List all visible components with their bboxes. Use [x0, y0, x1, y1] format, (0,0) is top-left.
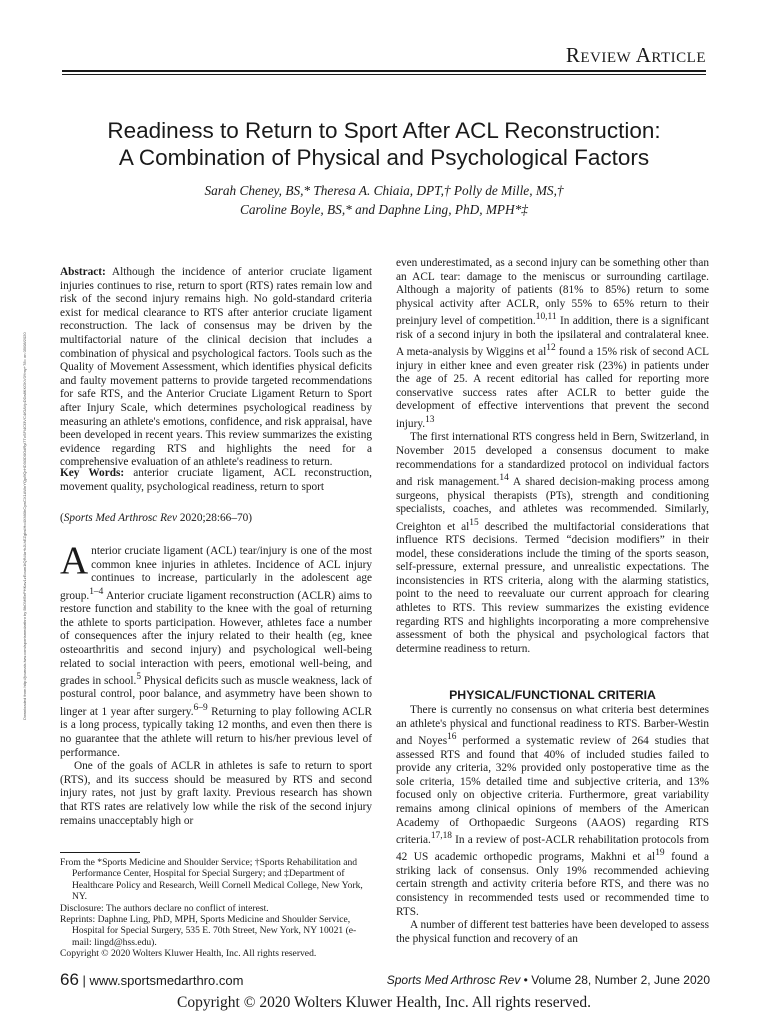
intro-paragraph: [60, 539, 372, 760]
footer-issue: • Volume 28, Number 2, June 2020: [520, 973, 710, 987]
drop-cap: A: [60, 539, 89, 582]
right-top-text: [396, 257, 709, 656]
rb-text-c: In a review of post-ACLR rehabilitation protocols from 42 US academic orthopedic programs, Makhni et al: [396, 833, 709, 864]
second-injury-paragraph: [396, 257, 709, 431]
intro-text-a: nterior cruciate ligament (ACL) tear/injury is one of the most common knee injuries in athletes. Incidence of ACL injury continues to increase, particularly in the adolescent age group.: [60, 545, 372, 602]
goals-paragraph: One of the goals of ACLR in athletes is safe to return to sport (RTS), and its success should be measured by RTS and second injury rates, not just by graft laxity. Previous research has shown that RTS rates are relatively low while the risk of the second injury remains unacceptably high or: [60, 760, 372, 827]
author-list: [60, 181, 708, 219]
footer-journal-name: Sports Med Arthrosc Rev: [386, 973, 521, 987]
disclosure-note: Disclosure: The authors declare no conflict of interest.: [60, 902, 269, 914]
keywords-text: anterior cruciate ligament, ACL reconstruction, movement quality, psychological readiness, return to sport: [60, 467, 372, 493]
copyright-note: Copyright © 2020 Wolters Kluwer Health, Inc. All rights reserved.: [60, 948, 317, 960]
footnote-rule: [60, 852, 140, 853]
congress-paragraph: [396, 431, 709, 656]
ref-superscript: 12: [546, 343, 556, 354]
footer-separator: |: [78, 973, 90, 988]
download-notice: Downloaded from http://journals.lww.com/sportsmedarthro by BhDMf5ePHKav1zEoum1tQfN4a+kJLhEZgbsIHo4XMi0hCywCX1AWnYQp/IlQrHD3i3D0OdRyi7TvSFl4Cf3VC4/OAVpDDa8KKGKV0Ymy+78= on 05/08/2020: [22, 332, 27, 720]
ref-superscript: 17,18: [430, 831, 452, 842]
left-body-text: [60, 539, 372, 828]
page-number: 66: [60, 970, 79, 989]
ref-superscript: 10,11: [535, 312, 557, 323]
journal-website-link[interactable]: www.sportsmedarthro.com: [89, 973, 244, 988]
rt-text-a: even underestimated, as a second injury can be something other than an ACL tear: damage to the meniscus or surrounding cartilage. Although a majority of patients (81% to 85%) return to some physical activity after ACLR, only 55% to 65% return to their preinjury level of competition.: [396, 257, 709, 328]
keywords: [60, 467, 372, 494]
rb-text-b: performed a systematic review of 264 studies that assessed RTS and found that 40% of included studies failed to provide any criteria, 32% provided only postoperative time as the sole criteria, 15% detailed time and subjective criteria, and 13% focused only on objective criteria. Furthermore, great variability remains among clinical opinions of members of the American Academy of Orthopaedic Surgeons (AAOS) regarding RTS criteria.: [396, 734, 709, 846]
test-battery-paragraph: A number of different test batteries have been developed to assess the physical function and recovery of an: [396, 919, 709, 945]
ref-superscript: 6–9: [193, 703, 208, 714]
ref-superscript: 5: [136, 672, 142, 683]
rt2-text-b: A shared decision-making process among surgeons, physical therapists (PTs), strength and conditioning specialists, coaches, and athletes was recommended. Similarly, Creighton et al: [396, 475, 709, 533]
criteria-paragraph: [396, 704, 709, 919]
rt2-text-a: The first international RTS congress held in Bern, Switzerland, in November 2015 developed a consensus document to make recommendations for a standardized protocol on individual factors and risk management.: [396, 431, 709, 488]
abstract-label: Abstract:: [60, 266, 106, 278]
intro-text-c: Physical deficits such as muscle weakness, lack of postural control, poor balance, and asymmetry have been shown to linger at 1 year after surgery.: [60, 674, 372, 718]
authors-line-2: Caroline Boyle, BS,* and Daphne Ling, PhD, MPH*‡: [240, 202, 528, 217]
page-footer-right: [387, 973, 710, 987]
rb-text-a: There is currently no consensus on what criteria best determines an athlete's physical and functional readiness to RTS. Barber-Westin and Noyes: [396, 704, 709, 747]
rt-text-b: In addition, there is a significant risk of a second injury in both the ipsilateral and contralateral knee. A meta-analysis by Wiggins et al: [396, 315, 709, 359]
keywords-label: Key Words:: [60, 467, 125, 479]
copyright-bar: Copyright © 2020 Wolters Kluwer Health, Inc. All rights reserved.: [176, 994, 592, 1011]
ref-superscript: 13: [425, 415, 435, 426]
intro-text-b: Anterior cruciate ligament reconstruction (ACLR) aims to restore function and stability to the knee with the goal of returning the athlete to sports participation. However, athletes face a number of consequences after the injury related to their health (eg, knee osteoarthritis and second injury) and psychological well-being related to social interaction with peers, emotional well-being, and grades in school.: [60, 589, 372, 687]
abstract: [60, 266, 372, 470]
rb-text-d: found a striking lack of consensus. Only 19% recommended achieving certain strength and activity criteria before RTS, and there was no consistency in recommended tests used or recommended time to RTS.: [396, 851, 709, 918]
citation: (Sports Med Arthrosc Rev 2020;28:66–70): [60, 512, 253, 524]
footnotes: [60, 857, 372, 960]
page-footer-left: [60, 970, 243, 990]
section-label: Review Article: [565, 43, 706, 67]
ref-superscript: 15: [469, 517, 479, 528]
rt-text-c: found a 15% risk of second ACL injury in either knee and even greater risk (23%) in patients under the age of 25. A recent editorial has called for reporting more conservative success rates after ACLR to better guide the development of effective interventions that prevent the second injury.: [396, 346, 709, 430]
article-title: [60, 117, 708, 171]
header-rule: [62, 70, 706, 72]
reprints-note: Reprints: Daphne Ling, PhD, MPH, Sports Medicine and Shoulder Service, Hospital for Special Surgery, 535 E. 70th Street, New York, NY 10021 (e-mail: lingd@hss.edu).: [60, 914, 357, 948]
right-body-text: [396, 704, 709, 946]
citation-details: 2020;28:66–70): [177, 512, 253, 524]
affiliation-note: From the *Sports Medicine and Shoulder Service; †Sports Rehabilitation and Performance Center, Hospital for Special Surgery; and ‡Department of Healthcare Policy and Research, Weill Cornell Medical College, New York, NY.: [60, 857, 363, 903]
title-line-1: Readiness to Return to Sport After ACL Reconstruction:: [107, 118, 661, 143]
ref-superscript: 1–4: [89, 586, 104, 597]
ref-superscript: 14: [499, 473, 509, 484]
abstract-text: Although the incidence of anterior cruciate ligament injuries continues to rise, return to sport (RTS) rates remain low and risk of the second injury remains high. No gold-standard criteria exist for medical clearance to RTS after anterior cruciate ligament reconstruction. The lack of consensus may be driven by the multifactorial nature of the clinical decision that includes a combination of physical and psychological factors. Tools such as the Quality of Movement Assessment, which identifies physical deficits and faulty movement patterns to provide targeted recommendations for safe RTS, and the Anterior Cruciate Ligament Return to Sport after Injury Scale, which determines psychological readiness by measuring an athlete's emotions, confidence, and risk appraisal, have been developed in recent years. This review summarizes the existing evidence regarding RTS and highlights the need for a comprehensive evaluation of an athlete's readiness to return.: [60, 266, 372, 469]
rt2-text-c: described the multifactorial considerations that influence RTS decisions. Termed “decision modifiers” in their model, these considerations include the timing of the sports season, self-pressure, external pressure, and unrealistic expectations. The inconsistencies in RTS criteria, along with the alarming statistics, point to the need to reevaluate our current approach for clearing athletes to RTS. This review summarizes the existing evidence regarding RTS and highlights incorporating a more comprehensive assessment of both the physical and psychological factors that determine readiness to return.: [396, 520, 709, 655]
citation-journal: Sports Med Arthrosc Rev: [63, 512, 178, 524]
ref-superscript: 19: [655, 848, 665, 859]
title-line-2: A Combination of Physical and Psychological Factors: [118, 145, 650, 170]
header-rule-thin: [62, 74, 706, 75]
section-heading: PHYSICAL/FUNCTIONAL CRITERIA: [449, 688, 656, 702]
ref-superscript: 16: [447, 732, 457, 743]
intro-text-d: Returning to play following ACLR is a long process, typically taking 12 months, and even then there is no guarantee that the athlete will return to his/her previous level of performance.: [60, 705, 372, 759]
authors-line-1: Sarah Cheney, BS,* Theresa A. Chiaia, DPT,† Polly de Mille, MS,†: [204, 183, 564, 198]
